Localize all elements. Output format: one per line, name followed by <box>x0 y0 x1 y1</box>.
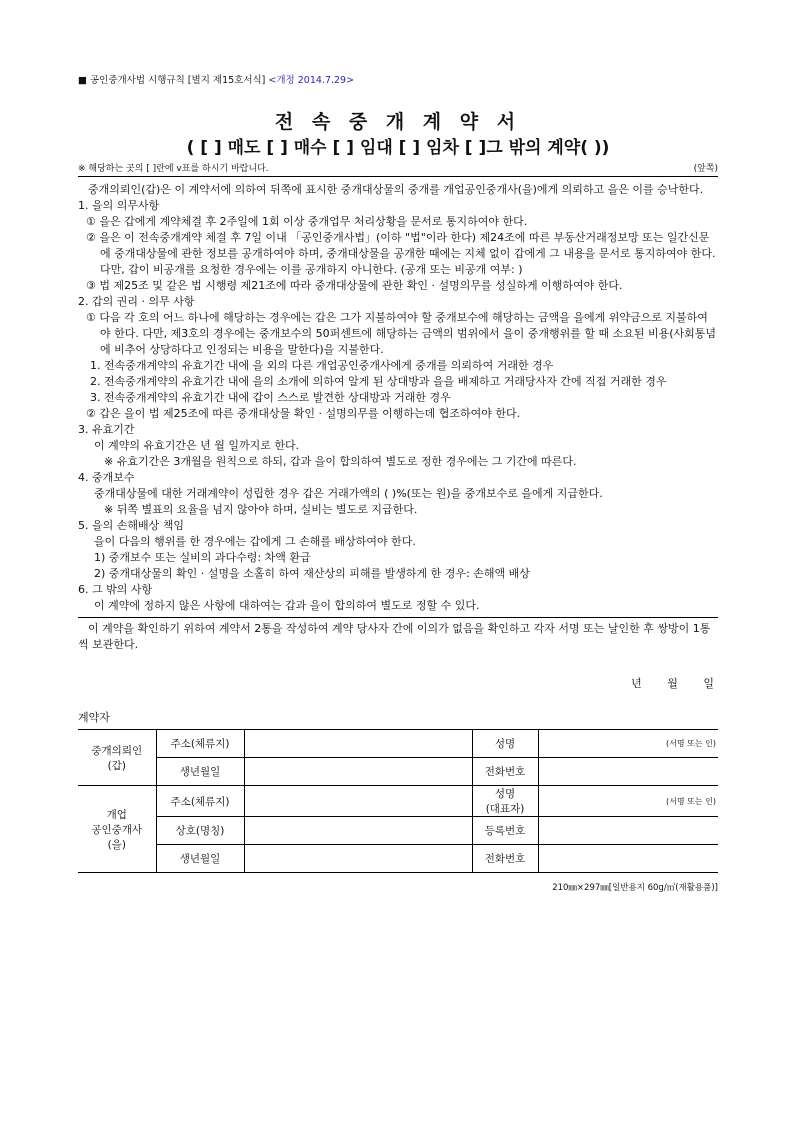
client-address-label: 주소(체류지) <box>156 730 244 758</box>
client-phone-field[interactable] <box>538 758 718 786</box>
contract-type-line: ( [ ] 매도 [ ] 매수 [ ] 임대 [ ] 임차 [ ]그 밖의 계약( )) <box>186 138 610 158</box>
agent-name-label <box>472 786 538 817</box>
client-birth-label: 생년월일 <box>156 758 244 786</box>
agent-row-3 <box>78 845 718 873</box>
section-1-item-2: ② 을은 이 전속중개계약 체결 후 7일 이내 「공인중개사법」(이하 "법"이라 한다) 제24조에 따른 부동산거래정보망 또는 일간신문에 중개대상물에 관한 정보를 공개하여야 하며, 중개대상물을 공개한 때에는 지체 없이 갑에게 그 내용을 문서로 통지하여야 한다. 다만, 갑이 비공개를 요청한 경우에는 이를 공개하지 아니한다. (공개 또는 비공개 여부: ) <box>86 231 716 276</box>
parties-label: 계약자 <box>78 711 110 724</box>
intro-paragraph: 중개의뢰인(갑)은 이 계약서에 의하여 뒤쪽에 표시한 중개대상물의 중개를 개업공인중개사(을)에게 의뢰하고 을은 이를 승낙한다. <box>88 183 704 196</box>
agent-birth-field[interactable] <box>244 845 472 873</box>
closing-divider <box>78 617 718 618</box>
revision-date: <개정 2014.7.29> <box>268 75 355 86</box>
page-side: (앞쪽) <box>693 164 718 174</box>
agent-office-label: 상호(명칭) <box>156 817 244 845</box>
section-2-case-2: 2. 전속중개계약의 유효기간 내에 을의 소개에 의하여 알게 된 상대방과 을을 배제하고 거래당사자 간에 직접 거래한 경우 <box>90 375 667 388</box>
section-title-5: 5. 을의 손해배상 책임 <box>78 519 184 532</box>
agent-address-field[interactable] <box>244 786 472 817</box>
agent-reg-label: 등록번호 <box>472 817 538 845</box>
section-2-item-1: ① 다음 각 호의 어느 하나에 해당하는 경우에는 갑은 그가 지불하여야 할 중개보수에 해당하는 금액을 을에게 위약금으로 지불하여야 한다. 다만, 제3호의 경우에는 중개보수의 50퍼센트에 해당하는 금액의 범위에서 을이 중개행위를 할 때 소요된 비용(사회통념에 비추어 상당하다고 인정되는 비용을 말한다)을 지불한다. <box>86 311 717 356</box>
contract-body <box>78 182 718 653</box>
agent-role-line-2: 공인중개사 <box>91 823 143 836</box>
agent-reg-field[interactable] <box>538 817 718 845</box>
section-2-item-2: ② 갑은 을이 법 제25조에 따른 중개대상물 확인 · 설명의무를 이행하는데 협조하여야 한다. <box>86 407 521 420</box>
section-3-note: ※ 유효기간은 3개월을 원칙으로 하되, 갑과 을이 합의하여 별도로 정한 경우에는 그 기간에 따른다. <box>104 455 577 468</box>
section-5-item-2: 2) 중개대상물의 확인 · 설명을 소홀히 하여 재산상의 피해를 발생하게 한 경우: 손해액 배상 <box>94 567 530 580</box>
client-name-label: 성명 <box>472 730 538 758</box>
agent-name-label-text: 성명 <box>494 788 516 800</box>
signing-date: 년 월 일 <box>631 677 714 690</box>
agent-signature-field[interactable]: (서명 또는 인) <box>538 786 718 817</box>
section-title-2: 2. 갑의 권리 · 의무 사항 <box>78 295 195 308</box>
client-address-field[interactable] <box>244 730 472 758</box>
document-title: 전 속 중 개 계 약 서 <box>274 111 522 133</box>
agent-row-1 <box>78 786 718 817</box>
section-title-4: 4. 중개보수 <box>78 471 135 484</box>
section-4-line: 중개대상물에 대한 거래계약이 성립한 경우 갑은 거래가액의 ( )%(또는 원)을 중개보수로 을에게 지급한다. <box>94 487 603 500</box>
section-title-6: 6. 그 밖의 사항 <box>78 583 153 596</box>
section-5-item-1: 1) 중개보수 또는 실비의 과다수령: 차액 환급 <box>94 551 311 564</box>
section-1-item-3: ③ 법 제25조 및 같은 법 시행령 제21조에 따라 중개대상물에 관한 확인 · 설명의무를 성실하게 이행하여야 한다. <box>86 279 623 292</box>
section-3-line: 이 계약의 유효기간은 년 월 일까지로 한다. <box>94 439 300 452</box>
section-title-1: 1. 을의 의무사항 <box>78 199 160 212</box>
instruction-row <box>78 162 718 177</box>
section-title-3: 3. 유효기간 <box>78 423 135 436</box>
agent-office-field[interactable] <box>244 817 472 845</box>
section-6-line: 이 계약에 정하지 않은 사항에 대하여는 갑과 을이 합의하여 별도로 정할 수 있다. <box>94 599 480 612</box>
agent-role-line-1: 개업 <box>106 808 127 821</box>
agent-role-mark: (을) <box>107 838 126 851</box>
closing-paragraph: 이 계약을 확인하기 위하여 계약서 2통을 작성하여 계약 당사자 간에 이의가 없음을 확인하고 각자 서명 또는 날인한 후 쌍방이 1통씩 보관한다. <box>78 622 711 651</box>
agent-row-2 <box>78 817 718 845</box>
client-signature-field[interactable]: (서명 또는 인) <box>538 730 718 758</box>
client-row-2 <box>78 758 718 786</box>
client-birth-field[interactable] <box>244 758 472 786</box>
client-role: 중개의뢰인 <box>91 744 143 757</box>
section-5-line: 을이 다음의 행위를 한 경우에는 갑에게 그 손해를 배상하여야 한다. <box>94 535 416 548</box>
agent-address-label: 주소(체류지) <box>156 786 244 817</box>
section-1-item-1: ① 을은 갑에게 계약체결 후 2주일에 1회 이상 중개업무 처리상황을 문서로 통지하여야 한다. <box>86 215 528 228</box>
instruction-note: ※ 해당하는 곳의 [ ]란에 v표를 하시기 바랍니다. <box>78 164 269 174</box>
parties-table <box>78 729 718 873</box>
agent-role-cell <box>78 786 156 873</box>
law-reference <box>78 74 718 88</box>
agent-representative-label: (대표자) <box>485 803 525 815</box>
client-role-cell <box>78 730 156 786</box>
agent-phone-label: 전화번호 <box>472 845 538 873</box>
client-phone-label: 전화번호 <box>472 758 538 786</box>
section-4-note: ※ 뒤쪽 별표의 요율을 넘지 않아야 하며, 실비는 별도로 지급한다. <box>104 503 418 516</box>
contract-page <box>78 74 718 895</box>
law-ref-text: ■ 공인중개사법 시행규칙 [별지 제15호서식] <box>78 75 266 86</box>
client-row-1 <box>78 730 718 758</box>
client-role-mark: (갑) <box>107 759 126 772</box>
agent-phone-field[interactable] <box>538 845 718 873</box>
agent-birth-label: 생년월일 <box>156 845 244 873</box>
section-2-case-3: 3. 전속중개계약의 유효기간 내에 갑이 스스로 발견한 상대방과 거래한 경우 <box>90 391 451 404</box>
paper-spec: 210㎜×297㎜[일반용지 60g/㎡(재활용품)] <box>552 883 718 893</box>
section-2-case-1: 1. 전속중개계약의 유효기간 내에 을 외의 다른 개업공인중개사에게 중개를 의뢰하여 거래한 경우 <box>90 359 554 372</box>
